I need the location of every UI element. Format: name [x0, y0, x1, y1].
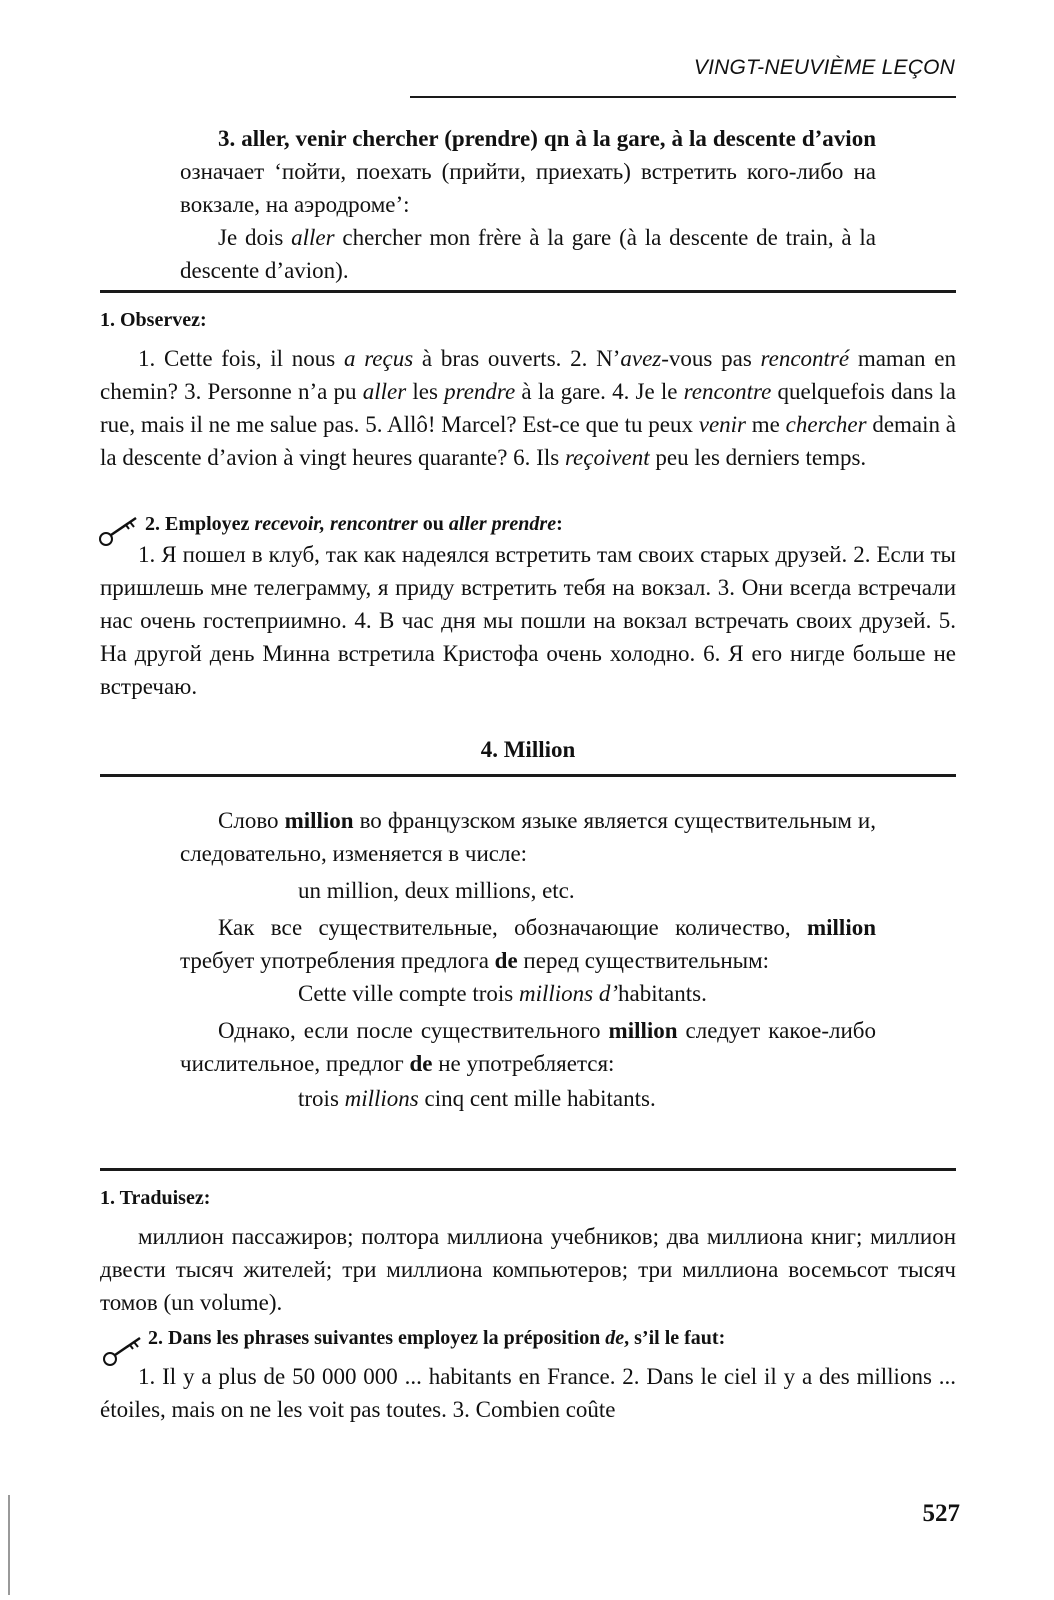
exercise-text: миллион пассажиров; полтора миллиона учебников; два миллиона книг; миллион двести тысяч жителей; три миллиона компьютеров; три миллиона восемьсот тысяч томов (un volume).: [100, 1224, 956, 1315]
exercise-title: 1. Observez:: [100, 309, 207, 331]
section-4-para-1: Слово million во французском языке является существительным и, следовательно, изменяется в числе:: [180, 808, 876, 866]
exercise-text: 1. Cette fois, il nous a reçus à bras ouverts. 2. N’avez-vous pas rencontré maman en chemin? 3. Personne n’a pu aller les prendre à la gare. 4. Je le rencontre quelquefois dans la rue, mais il ne me salue pas. 5. Allô! Marcel? Est-ce que tu peux venir me chercher demain à la descente d’avion à vingt heures quarante? 6. Ils reçoivent peu les derniers temps.: [100, 346, 956, 470]
rule-3-block: [180, 122, 876, 287]
section-4-title: 4. Million: [480, 737, 576, 762]
section-4-example-2: Cette ville compte trois millions d’habitants.: [298, 981, 707, 1006]
exercise-2-text: 1. Я пошел в клуб, так как надеялся встретить там своих старых друзей. 2. Если ты пришлешь мне телеграмму, я приду встретить тебя на вокзал. 3. Они всегда встречали нас очень гостеприимно. 4. В час дня мы пошли на вокзал встречать своих друзей. 5. На другой день Минна встретила Кристофа очень холодно. 6. Я его нигде больше не встречаю.: [100, 542, 956, 699]
margin-mark: [8, 1495, 10, 1595]
section-4-example-3: trois millions cinq cent mille habitants.: [298, 1086, 656, 1111]
exercise-2-block: [100, 538, 956, 703]
exercise-title: 1. Traduisez:: [100, 1187, 211, 1209]
section-4-example-1: un million, deux millions, etc.: [298, 878, 575, 903]
example-italic: aller: [291, 225, 335, 250]
running-head: VINGT-NEUVIÈME LEÇON: [693, 56, 955, 79]
exercise-t2-text: 1. Il y a plus de 50 000 000 ... habitants en France. 2. Dans le ciel il y a des millions ... étoiles, mais on ne les voit pas toutes. 3. Combien coûte: [100, 1364, 956, 1422]
rule-3-heading: 3. aller, venir chercher (prendre) qn à la gare, à la descente d’avion: [218, 126, 876, 151]
section-4-para-3: Однако, если после существительного million следует какое-либо числительное, предлог de не употребляется:: [180, 1018, 876, 1076]
exercise-t2-title: 2. Dans les phrases suivantes employez la préposition de, s’il le faut:: [148, 1327, 726, 1349]
rule-3-meaning: означает ‘пойти, поехать (прийти, приехать) встретить кого-либо на вокзале, на аэродроме’:: [180, 159, 876, 217]
section-4-body: [180, 804, 876, 1115]
section-rule: [100, 290, 956, 293]
section-rule: [100, 1168, 956, 1171]
rule-3-paragraph: [180, 122, 876, 221]
exercise-2-title: 2. Employez recevoir, rencontrer ou aller prendre:: [145, 513, 563, 535]
example-text: chercher mon frère à la gare (à la descente de train, à la descente d’avion).: [180, 225, 877, 283]
exercise-traduisez: [100, 1184, 956, 1319]
page-number: 527: [922, 1500, 960, 1527]
section-4-para-2: Как все существительные, обозначающие количество, million требует употребления предлога de перед существительным:: [180, 915, 876, 973]
exercise-observez: [100, 306, 956, 474]
header-rule: [410, 96, 956, 98]
rule-3-example: [180, 221, 876, 287]
section-rule: [100, 774, 956, 777]
example-text: Je dois: [218, 225, 292, 250]
exercise-t2-block: [100, 1360, 956, 1426]
